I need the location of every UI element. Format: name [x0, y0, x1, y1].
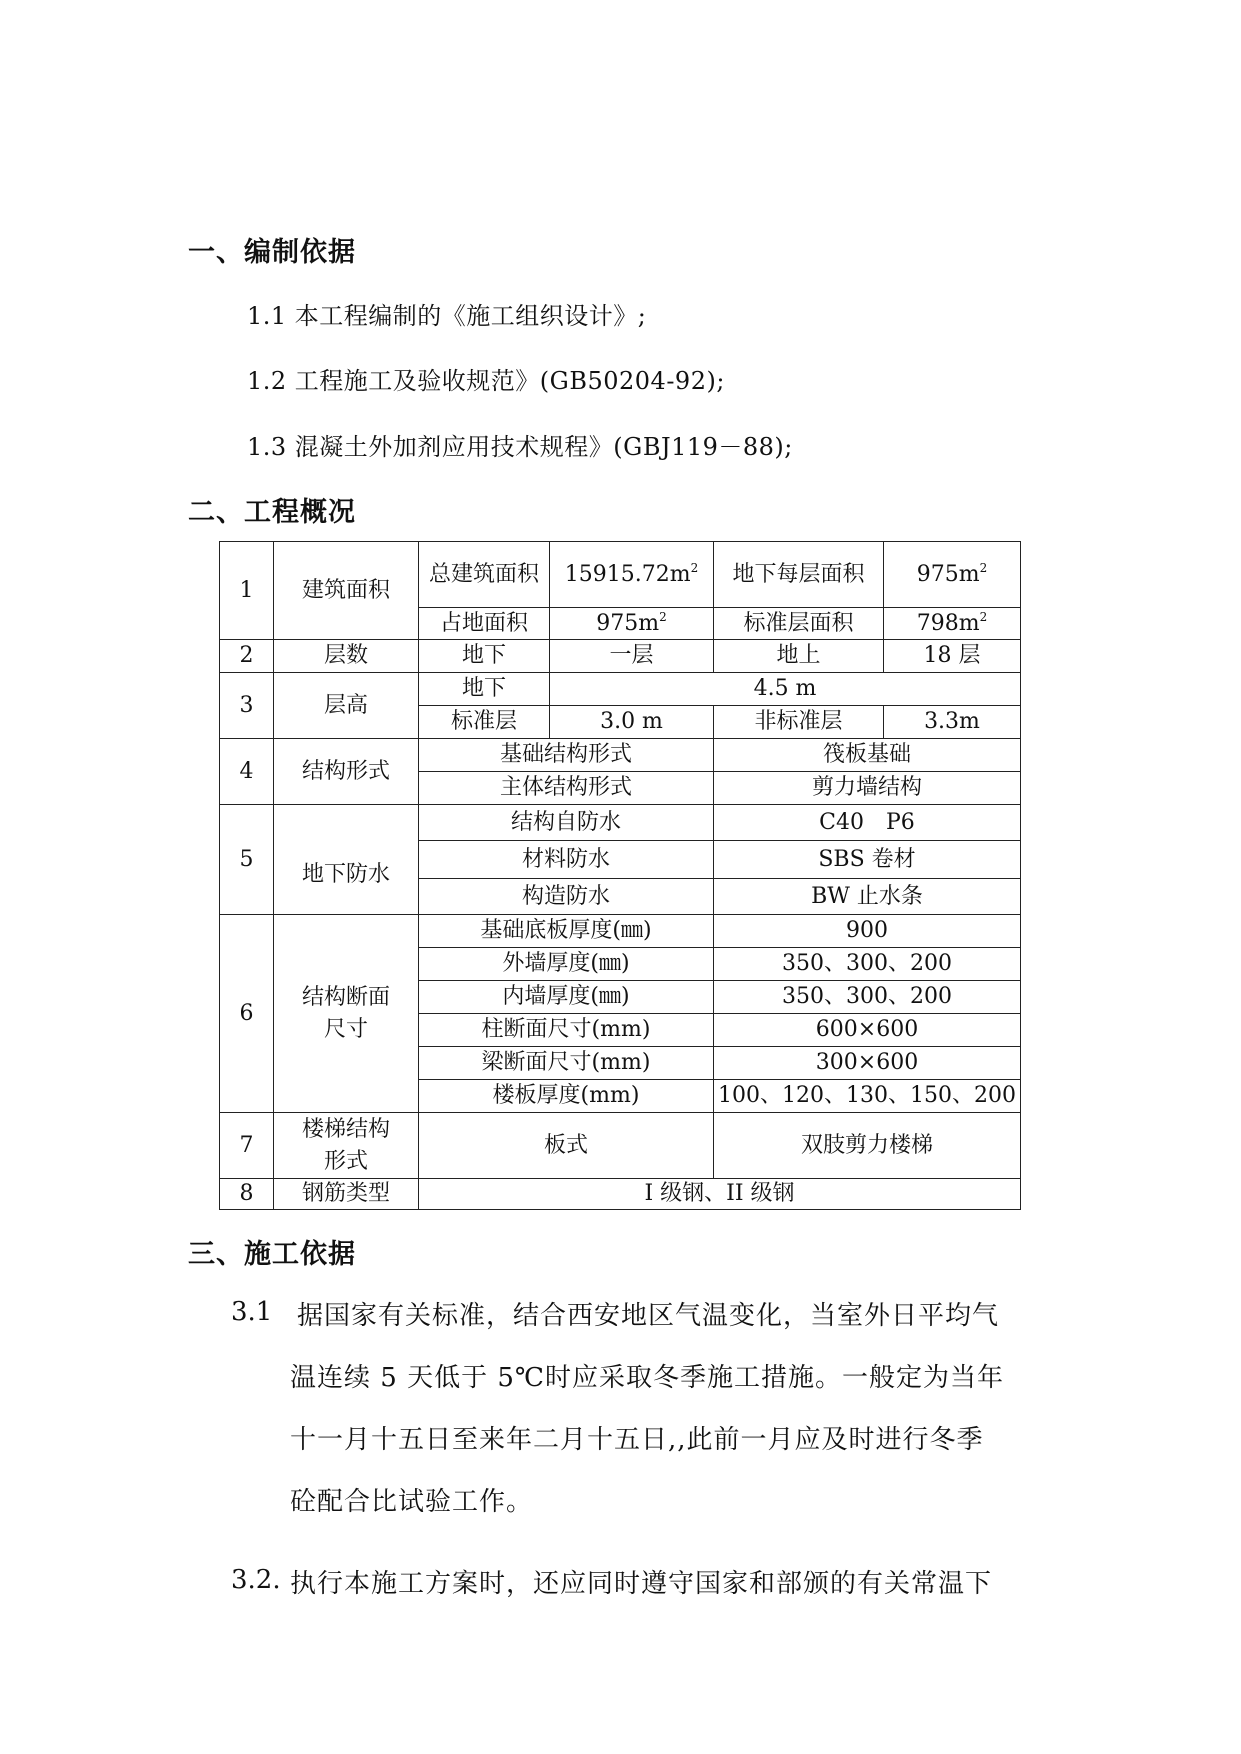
table-row: [220, 1179, 1021, 1210]
basis-item-2: 1.2 工程施工及验收规范》(GB50204-92);: [247, 367, 725, 395]
standard-area-value: 798m: [916, 610, 980, 636]
cell-value: [884, 542, 1021, 608]
row-item-text: 楼梯结构形式: [301, 1116, 390, 1174]
cell-label: 非标准层: [714, 706, 884, 739]
basement-area-value: 975m: [916, 561, 980, 587]
standard-area-label: 标准层面积: [714, 608, 884, 640]
row-number: 4: [220, 739, 274, 805]
basis-item-3: 1.3 混凝土外加剂应用技术规程》(GBJ119－88);: [247, 433, 793, 461]
row-number: 3: [220, 673, 274, 739]
cell-value: BW 止水条: [714, 879, 1021, 915]
total-area-label: 总建筑面积: [428, 561, 539, 587]
cell-label: 构造防水: [419, 879, 714, 915]
paragraph-line: 十一月十五日至来年二月十五日,,此前一月应及时进行冬季: [290, 1425, 984, 1455]
unit-superscript: 2: [659, 609, 667, 624]
cell-value: [550, 608, 714, 640]
cell-value: 350、300、200: [714, 948, 1021, 981]
section-heading-basis: 一、编制依据: [188, 237, 356, 268]
cell-label: 梁断面尺寸(mm): [419, 1047, 714, 1080]
table-row: [220, 673, 1021, 706]
unit-superscript: 2: [979, 609, 988, 624]
table-row: [220, 739, 1021, 772]
row-number: 2: [220, 640, 274, 673]
table-row: [220, 915, 1021, 948]
row-item-text: 结构断面尺寸: [301, 984, 390, 1042]
cell-value: 一层: [550, 640, 714, 673]
cell-label: [419, 542, 550, 608]
cell-label: 基础底板厚度(㎜): [419, 915, 714, 948]
table-row: [220, 805, 1021, 841]
cell-value: [550, 542, 714, 608]
table-row: [220, 640, 1021, 673]
cell-label: [714, 542, 884, 608]
row-item: 层高: [274, 673, 419, 739]
row-number: 1: [220, 542, 274, 640]
cell-label: 结构自防水: [419, 805, 714, 841]
cell-label: 主体结构形式: [419, 772, 714, 805]
cell-label: 地上: [714, 640, 884, 673]
total-area-value: 15915.72m: [564, 561, 691, 587]
cell-label: 楼板厚度(mm): [419, 1080, 714, 1113]
cell-label: 柱断面尺寸(mm): [419, 1014, 714, 1047]
table-row: [220, 1113, 1021, 1179]
paragraph-line: 砼配合比试验工作。: [290, 1487, 534, 1517]
paragraph-number: 3.2.: [231, 1565, 281, 1595]
cell-value: 350、300、200: [714, 981, 1021, 1014]
cell-value: 300×600: [714, 1047, 1021, 1080]
basis-item-1: 1.1 本工程编制的《施工组织设计》;: [247, 302, 647, 330]
row-item: 层数: [274, 640, 419, 673]
section-heading-construction-basis: 三、施工依据: [188, 1239, 356, 1270]
row-item: 地下防水: [274, 805, 419, 915]
paragraph-line: 执行本施工方案时，还应同时遵守国家和部颁的有关常温下: [290, 1569, 993, 1599]
unit-superscript: 2: [690, 560, 699, 575]
paragraph-line: 温连续 5 天低于 5℃时应采取冬季施工措施。一般定为当年: [290, 1363, 1004, 1393]
cell-value: C40 P6: [714, 805, 1021, 841]
row-item: 结构形式: [274, 739, 419, 805]
unit-superscript: 2: [979, 560, 988, 575]
cell-value: 18 层: [884, 640, 1021, 673]
cell-value: I 级钢、II 级钢: [419, 1179, 1021, 1210]
cell-label: 标准层: [419, 706, 550, 739]
row-item: 钢筋类型: [274, 1179, 419, 1210]
cell-value: 3.0 m: [550, 706, 714, 739]
cell-value: 3.3m: [884, 706, 1021, 739]
basement-area-label: 地下每层面积: [732, 561, 865, 587]
row-item: [274, 1113, 419, 1179]
project-overview-table: [219, 541, 1021, 1210]
cell-label: 外墙厚度(㎜): [419, 948, 714, 981]
cell-value: 筏板基础: [714, 739, 1021, 772]
footprint-value: 975m: [596, 610, 660, 636]
paragraph-line: 据国家有关标准，结合西安地区气温变化，当室外日平均气: [297, 1301, 1000, 1331]
cell-value: 剪力墙结构: [714, 772, 1021, 805]
cell-label: 基础结构形式: [419, 739, 714, 772]
cell-value: 900: [714, 915, 1021, 948]
row-item: [274, 915, 419, 1113]
cell-value: SBS 卷材: [714, 841, 1021, 879]
footprint-label: 占地面积: [419, 608, 550, 640]
cell-label: 地下: [419, 640, 550, 673]
cell-value: [884, 608, 1021, 640]
cell-value: 600×600: [714, 1014, 1021, 1047]
cell-value: 100、120、130、150、200: [714, 1080, 1021, 1113]
row-number: 5: [220, 805, 274, 915]
cell-label: 材料防水: [419, 841, 714, 879]
row-number: 8: [220, 1179, 274, 1210]
row-number: 7: [220, 1113, 274, 1179]
cell-value: 双肢剪力楼梯: [714, 1113, 1021, 1179]
row-item: 建筑面积: [274, 542, 419, 640]
paragraph-number: 3.1: [231, 1297, 273, 1327]
section-heading-overview: 二、工程概况: [188, 497, 356, 528]
cell-label: 内墙厚度(㎜): [419, 981, 714, 1014]
cell-label: 地下: [419, 673, 550, 706]
cell-value: 板式: [419, 1113, 714, 1179]
row-number: 6: [220, 915, 274, 1113]
cell-value: 4.5 m: [550, 673, 1021, 706]
table-row: [220, 542, 1021, 608]
